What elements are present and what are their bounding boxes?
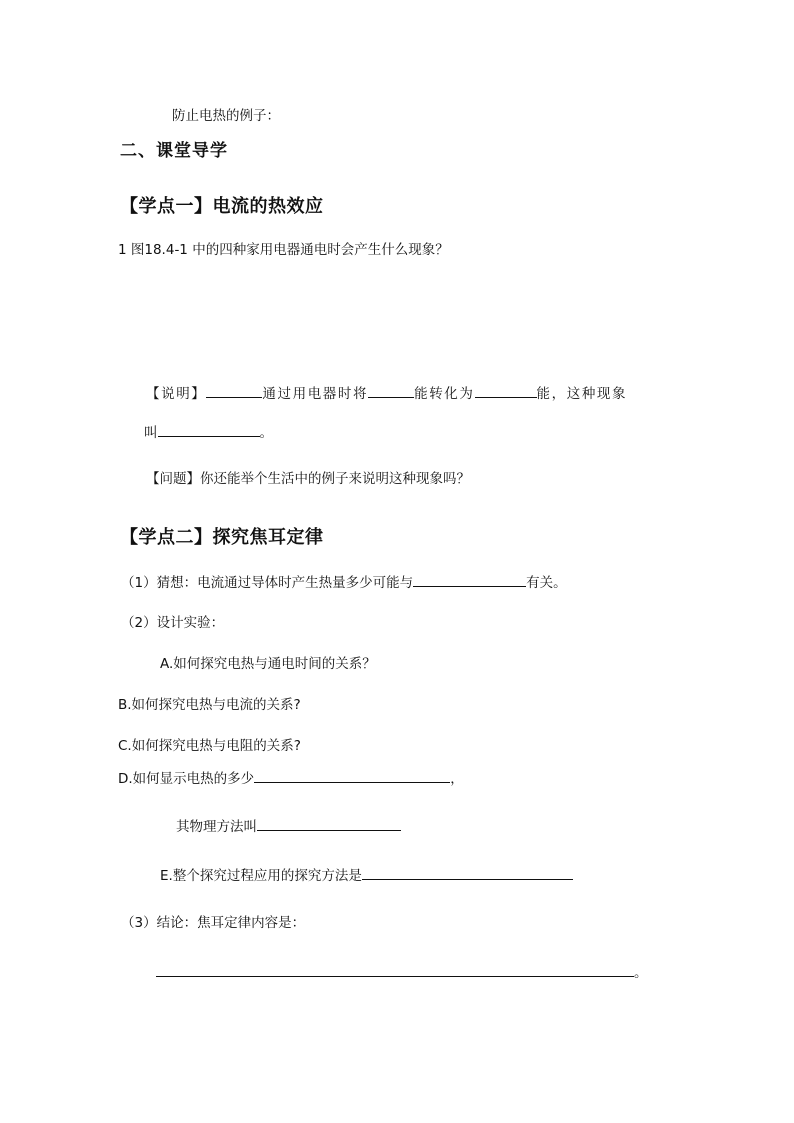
explanation-end: 。 [259,425,273,441]
guess-line [121,572,567,592]
question-c: C.如何探究电热与电阻的关系? [118,738,301,754]
question-example: 【问题】你还能举个生活中的例子来说明这种现象吗？ [146,471,470,487]
physics-method-line [176,816,401,836]
explanation-text-4: 叫 [144,425,158,441]
point2-title: 【学点二】探究焦耳定律 [120,527,324,548]
question-1: 1 图18.4-1 中的四种家用电器通电时会产生什么现象？ [118,242,449,258]
point1-title: 【学点一】电流的热效应 [120,196,324,217]
blank-phenomenon-name[interactable] [158,422,260,437]
explanation-line-1 [146,383,627,403]
physics-method-text: 其物理方法叫 [176,819,257,835]
explanation-text-1: 通过用电器时将 [262,386,369,402]
explanation-label: 【说明】 [146,386,207,402]
question-d [118,768,464,788]
blank-joule-law[interactable] [156,962,634,977]
conclusion-end: 。 [634,965,648,981]
prevent-heat-examples-prompt: 防止电热的例子： [172,108,280,124]
blank-heat-display[interactable] [254,768,450,783]
question-e [160,865,573,885]
design-experiment: （2）设计实验： [121,615,225,631]
blank-physics-method[interactable] [257,816,401,831]
blank-inquiry-method[interactable] [362,865,573,880]
question-b: B.如何探究电热与电流的关系? [118,697,301,713]
question-d-text: D.如何显示电热的多少 [118,771,255,787]
conclusion-label: （3）结论：焦耳定律内容是： [121,915,306,931]
section-title-classroom-guide: 二、课堂导学 [120,141,228,161]
question-e-text: E.整个探究过程应用的探究方法是 [160,868,362,884]
blank-current[interactable] [206,383,262,398]
question-a: A.如何探究电热与通电时间的关系？ [160,656,376,672]
guess-text: （1）猜想：电流通过导体时产生热量多少可能与 [121,575,414,591]
conclusion-line [156,962,648,982]
blank-energy-to[interactable] [475,383,537,398]
question-d-suffix: ， [450,771,464,787]
explanation-text-3: 能，这种现象 [536,386,628,402]
guess-suffix: 有关。 [526,575,567,591]
explanation-text-2: 能转化为 [414,386,475,402]
explanation-line-2 [144,422,273,442]
blank-guess-factors[interactable] [413,572,526,587]
blank-energy-from[interactable] [368,383,414,398]
